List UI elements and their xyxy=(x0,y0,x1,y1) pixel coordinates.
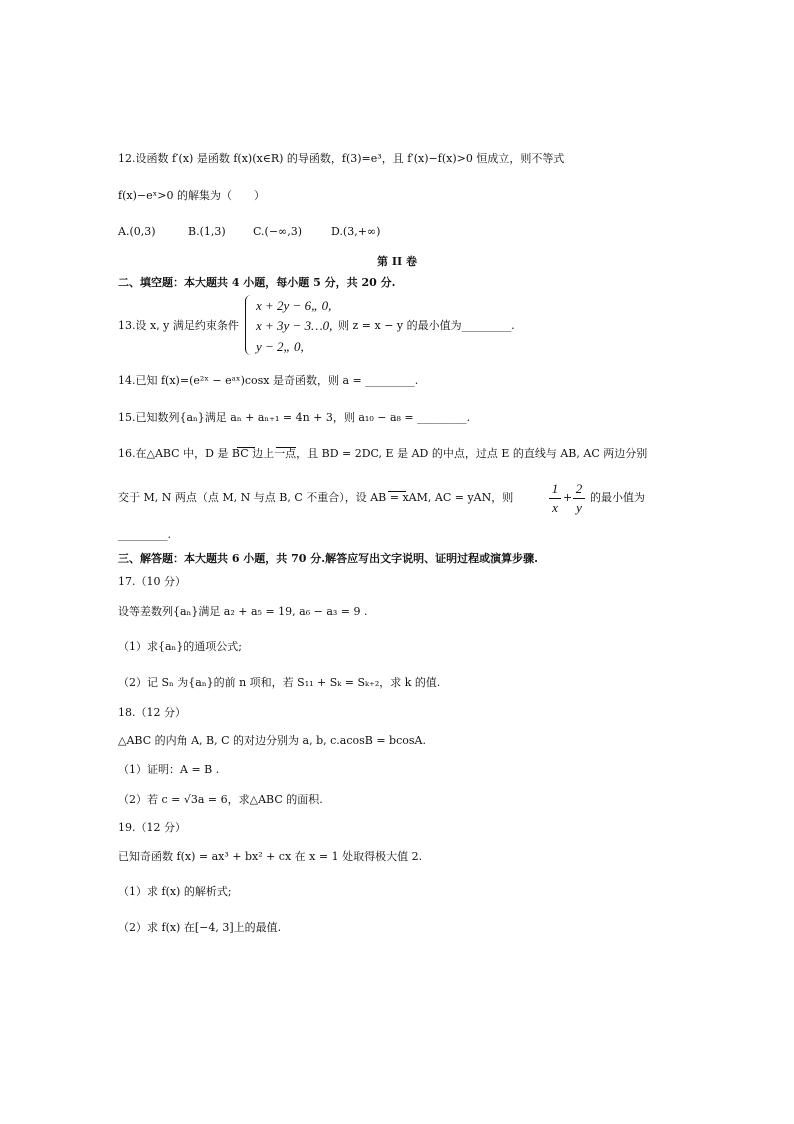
q13-suffix: 则 z = x − y 的最小值为_________. xyxy=(338,319,515,332)
q12-option-c: C.(−∞,3) xyxy=(253,225,302,238)
q12-line2: f(x)−eˣ>0 的解集为（ ） xyxy=(118,189,265,202)
q13-constraint-3: y − 2„ 0, xyxy=(256,339,304,354)
vector-bar-ab xyxy=(388,491,406,492)
q19-score: 19.（12 分） xyxy=(118,821,186,834)
q16-blank: _________. xyxy=(118,528,171,541)
q16-frac1-denominator: x xyxy=(552,500,558,515)
q14-text: 14.已知 f(x)=(e²ˣ − eᵃˣ)cosx 是奇函数，则 a = _________. xyxy=(118,374,419,387)
q18-part1: （1）证明：A = B . xyxy=(118,763,220,776)
q18-part2: （2）若 c = √3a = 6，求△ABC 的面积. xyxy=(118,793,323,806)
q13-prefix: 13.设 x, y 满足约束条件 xyxy=(118,319,239,332)
q12-option-b: B.(1,3) xyxy=(188,225,226,238)
q12-option-a: A.(0,3) xyxy=(118,225,156,238)
q15-text: 15.已知数列{aₙ}满足 aₙ + aₙ₊₁ = 4n + 3，则 a₁₀ − a₈ = _________. xyxy=(118,411,471,424)
q18-stem: △ABC 的内角 A, B, C 的对边分别为 a, b, c.acosB = bcosA. xyxy=(118,734,426,747)
section2-title: 第 II 卷 xyxy=(377,255,417,268)
q17-score: 17.（10 分） xyxy=(118,575,186,588)
q16-frac1-bar xyxy=(549,498,561,499)
q13-constraint-2: x + 3y − 3…0, xyxy=(256,318,333,333)
section3-heading: 三、解答题：本大题共 6 小题，共 70 分.解答应写出文字说明、证明过程或演算步骤. xyxy=(118,552,538,565)
q16-line2: 交于 M, N 两点（点 M, N 与点 B, C 不重合），设 AB = xAM, AC = yAN，则 xyxy=(118,491,514,504)
q19-stem: 已知奇函数 f(x) = ax³ + bx² + cx 在 x = 1 处取得极大值 2. xyxy=(118,850,423,863)
q16-frac2-denominator: y xyxy=(576,500,582,515)
q17-part1: （1）求{aₙ}的通项公式; xyxy=(118,640,243,653)
q17-part2: （2）记 Sₙ 为{aₙ}的前 n 项和，若 S₁₁ + Sₖ = Sₖ₊₂，求 k 的值. xyxy=(118,676,441,689)
q12-option-d: D.(3,+∞) xyxy=(331,225,381,238)
section2-heading: 二、填空题：本大题共 4 小题，每小题 5 分，共 20 分. xyxy=(118,276,396,289)
q16-line2-end: 的最小值为 xyxy=(590,491,645,504)
q16-frac2-numerator: 2 xyxy=(575,481,583,496)
q12-line1: 12.设函数 f′(x) 是函数 f(x)(x∈R) 的导函数，f(3)=e³，且 f′(x)−f(x)>0 恒成立，则不等式 xyxy=(118,152,565,165)
q18-score: 18.（12 分） xyxy=(118,706,186,719)
q13-constraint-1: x + 2y − 6„ 0, xyxy=(256,298,332,313)
q19-part1: （1）求 f(x) 的解析式; xyxy=(118,885,232,898)
q13-constraint-brace xyxy=(245,295,254,355)
vector-bar-bd xyxy=(237,447,255,448)
q16-frac2-bar xyxy=(573,498,585,499)
q19-part2: （2）求 f(x) 在[−4, 3]上的最值. xyxy=(118,921,282,934)
q16-frac1-numerator: 1 xyxy=(551,481,559,496)
vector-bar-dc xyxy=(276,447,296,448)
q16-plus: + xyxy=(563,491,573,504)
q16-line1: 16.在△ABC 中，D 是 BC 边上一点，且 BD = 2DC, E 是 AD 的中点，过点 E 的直线与 AB, AC 两边分别 xyxy=(118,447,648,460)
q17-stem: 设等差数列{aₙ}满足 a₂ + a₅ = 19, a₆ − a₃ = 9 . xyxy=(118,605,368,618)
